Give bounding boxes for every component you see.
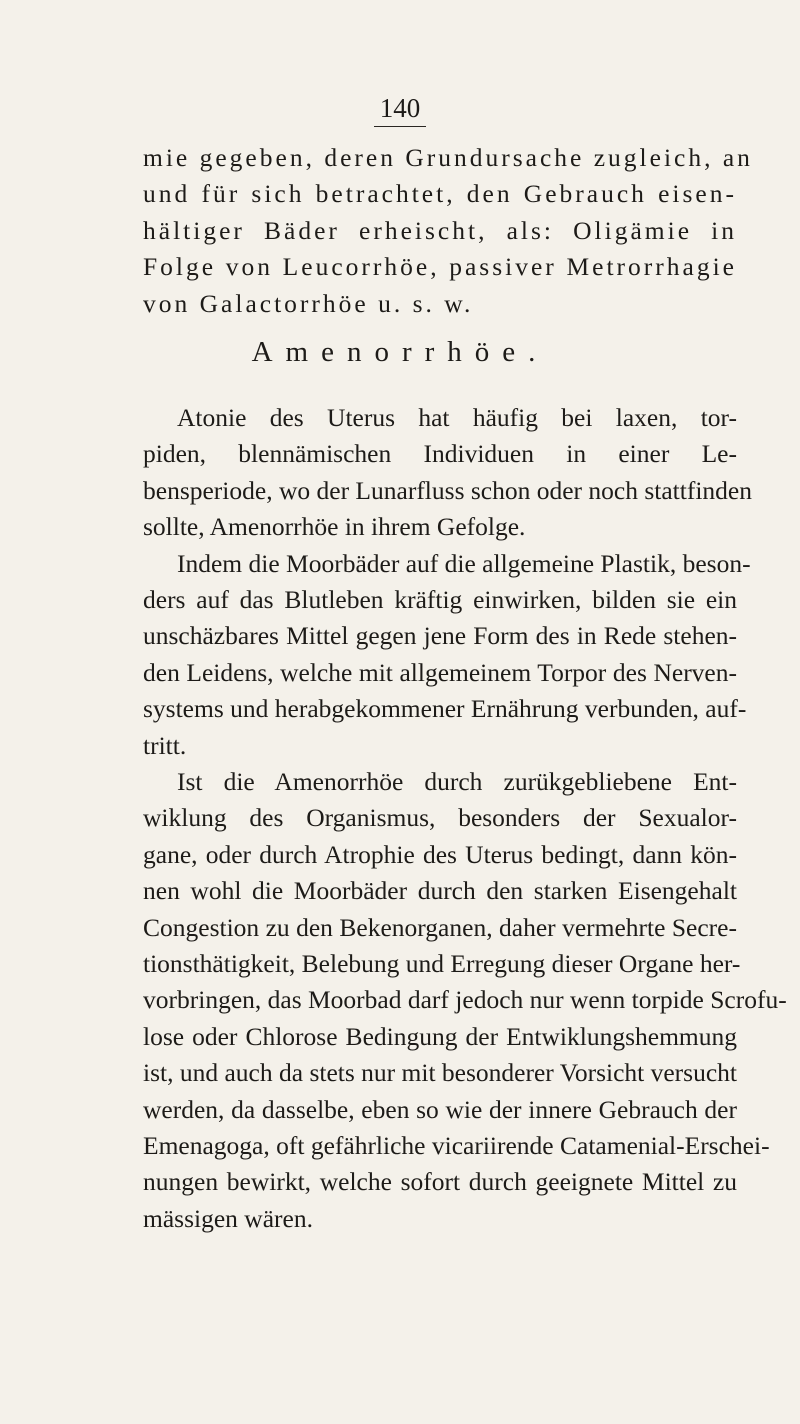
text-line: systems und herabgekommener Ernährung verbunden, auf- <box>143 694 747 724</box>
page-number-container <box>0 93 800 127</box>
text-line: piden, blennämischen Individuen in einer Le- <box>143 439 737 469</box>
text-line: sollte, Amenorrhöe in ihrem Gefolge. <box>143 512 526 542</box>
text-line: ders auf das Blutleben kräftig einwirken, bilden sie ein <box>143 584 737 614</box>
text-line: nen wohl die Moorbäder durch den starken Eisengehalt <box>143 876 737 906</box>
text-line: mässigen wären. <box>143 1203 313 1233</box>
text-line: bensperiode, wo der Lunarfluss schon oder noch stattfinden <box>143 475 752 505</box>
paragraph-3 <box>143 546 751 764</box>
text-line: tionsthätigkeit, Belebung und Erregung dieser Organe her- <box>143 948 741 978</box>
paragraph-2 <box>143 400 752 546</box>
text-line: vorbringen, das Moorbad darf jedoch nur wenn torpide Scrofu- <box>143 985 787 1015</box>
text-line: hältiger Bäder erheischt, als: Oligämie in <box>143 215 737 245</box>
paragraph-1 <box>143 140 753 322</box>
text-line: Atonie des Uterus hat häufig bei laxen, tor- <box>177 403 737 432</box>
section-heading: Amenorrhöe. <box>251 336 549 368</box>
text-line: den Leidens, welche mit allgemeinem Torpor des Nerven- <box>143 657 737 687</box>
text-line: Congestion zu den Bekenorganen, daher vermehrte Secre- <box>143 912 737 942</box>
text-line: werden, da dasselbe, eben so wie der innere Gebrauch der <box>143 1094 737 1124</box>
text-line: Emenagoga, oft gefährliche vicariirende Catamenial-Erschei- <box>143 1130 770 1160</box>
text-line: lose oder Chlorose Bedingung der Entwiklungshemmung <box>143 1021 737 1051</box>
text-line: tritt. <box>143 730 187 760</box>
paragraph-4 <box>143 764 787 1237</box>
text-line: Indem die Moorbäder auf die allgemeine Plastik, beson- <box>177 548 751 578</box>
text-line: unschäzbares Mittel gegen jene Form des in Rede stehen- <box>143 621 737 651</box>
text-line: Folge von Leucorrhöe, passiver Metrorrhagie <box>143 252 737 282</box>
text-line: mie gegeben, deren Grundursache zugleich, an <box>143 143 753 172</box>
text-line: von Galactorrhöe u. s. w. <box>143 288 474 318</box>
text-line: wiklung des Organismus, besonders der Sexualor- <box>143 803 737 833</box>
text-line: und für sich betrachtet, den Gebrauch eisen- <box>143 179 737 209</box>
text-line: gane, oder durch Atrophie des Uterus bedingt, dann kön- <box>143 839 737 869</box>
text-line: nungen bewirkt, welche sofort durch geeignete Mittel zu <box>143 1167 737 1197</box>
text-line: ist, und auch da stets nur mit besonderer Vorsicht versucht <box>143 1058 737 1088</box>
text-line: Ist die Amenorrhöe durch zurükgebliebene Ent- <box>177 767 737 796</box>
page-number: 140 <box>374 93 427 127</box>
